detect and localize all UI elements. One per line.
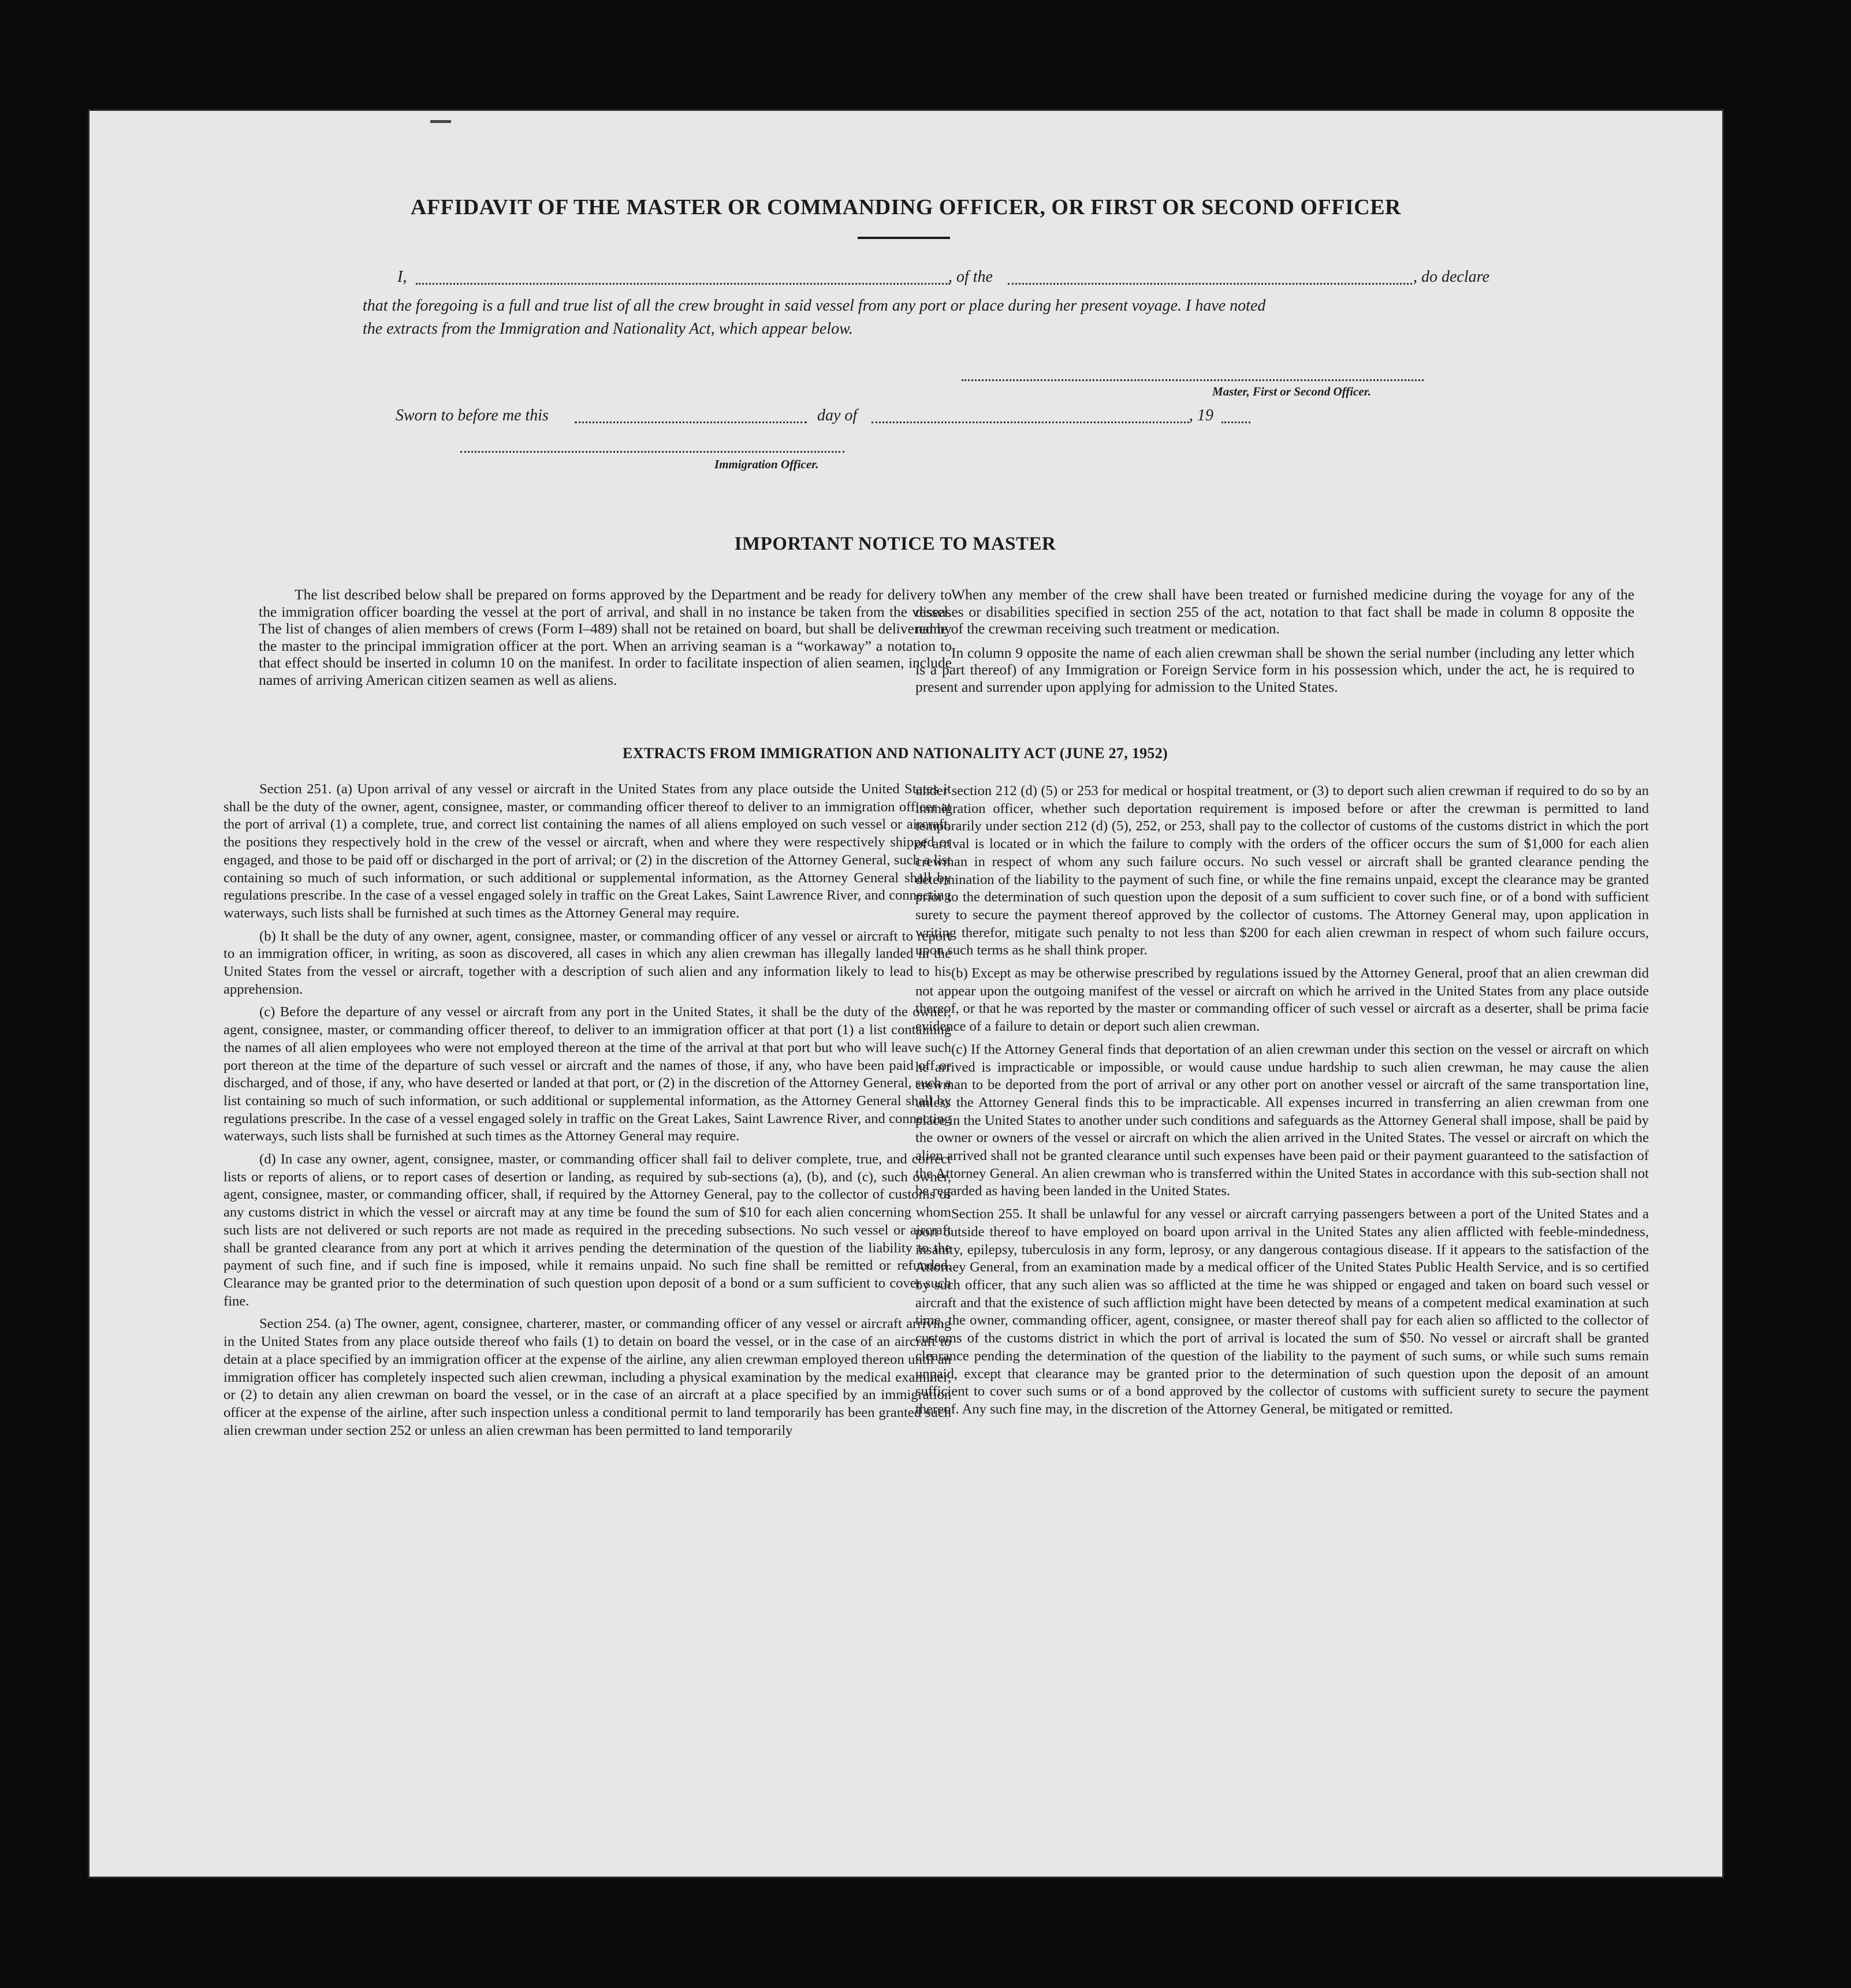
officer-signature-caption: Immigration Officer.: [714, 457, 819, 471]
section-255: Section 255. It shall be unlawful for any vessel or aircraft carrying passengers between a port of the United States and a port outside thereof to have employed on board upon arrival in the United States any alien afflicted with feeble-mindedness, insanity, epilepsy, tuberculosis in any form, leprosy, or any dangerous contagious disease. If it appears to the satisfaction of the Attorney General, from an examination made by a medical officer of the United States Public Health Service, and is so certified by such officer, that any such alien was so afflicted at the time he was shipped or engaged and taken on board such vessel or aircraft and that the existence of such affliction might have been detected by means of a competent medical examination at such time, the owner, commanding officer, agent, consignee, or master thereof shall pay for each alien so afflicted to the collector of customs of the customs district in which the port of arrival is located the sum of $50. No vessel or aircraft shall be granted clearance pending the determination of the question of the liability to the payment of such sums, or while such sums remain unpaid, except that clearance may be granted prior to the determination of such question upon the deposit of an amount sufficient to cover such sums or of a bond approved by the collector of customs with sufficient surety to secure the payment thereof. Any such fine may, in the discretion of the Attorney General, be mitigated or remitted.: [915, 1206, 1649, 1417]
notice-left-paragraph: The list described below shall be prepared on forms approved by the Department and be ready for delivery to the immigration officer boarding the vessel at the port of arrival, and shall in no instance be taken from the vessel. The list of changes of alien members of crews (Form I–489) shall not be retained on board, but shall be delivered by the master to the principal immigration officer at the port. When an arriving seaman is a “workaway” a notation to that effect should be inserted in column 10 on the manifest. In order to facilitate inspection of alien seamen, include names of arriving American citizen seamen as well as aliens.: [259, 586, 952, 688]
name-blank[interactable]: [416, 283, 950, 285]
notice-title: IMPORTANT NOTICE TO MASTER: [734, 534, 1056, 554]
document-page: [90, 111, 1722, 1877]
declare-label: , do declare: [1413, 268, 1489, 286]
notice-left-column: [259, 586, 952, 696]
notice-right-paragraph-2: In column 9 opposite the name of each alien crewman shall be shown the serial number (including any letter which is a part thereof) of any Immigration or Foreign Service form in his possession which, under the act, he is required to present and surrender upon applying for admission to the United States.: [915, 644, 1634, 695]
extracts-right-column: [915, 782, 1649, 1424]
section-254-c: (c) If the Attorney General finds that deportation of an alien crewman under this section on the vessel or aircraft on which he arrived is impracticable or impossible, or would cause undue hardship to such alien crewman, he may cause the alien crewman to be deported from the port of arrival or any other port on another vessel or aircraft of the same transportation line, unless the Attorney General finds this to be impracticable. All expenses incurred in transferring an alien crewman from one place in the United States to another under such conditions and safeguards as the Attorney General shall impose, shall be paid by the owner or owners of the vessel or aircraft on which the alien arrived in the United States. The vessel or aircraft on which the alien arrived shall not be granted clearance until such expenses have been paid or their payment guaranteed to the satisfaction of the Attorney General. An alien crewman who is transferred within the United States in accordance with this sub-section shall not be regarded as having been landed in the United States.: [915, 1041, 1649, 1199]
officer-signature-blank[interactable]: [460, 451, 844, 453]
section-251-a: Section 251. (a) Upon arrival of any vessel or aircraft in the United States from any place outside the United States it shall be the duty of the owner, agent, consignee, master, or commanding officer thereof to deliver to an immigration officer at the port of arrival (1) a complete, true, and correct list containing the names of all aliens employed on such vessel or aircraft, the positions they respectively hold in the crew of the vessel or aircraft, when and where they were respectively shipped or engaged, and those to be paid off or discharged in the port of arrival; or (2) in the discretion of the Attorney General, such a list containing so much of such information, or such additional or supplemental information, as the Attorney General shall by regulations prescribe. In the case of a vessel engaged solely in traffic on the Great Lakes, Saint Lawrence River, and connecting waterways, such lists shall be furnished at such times as the Attorney General may require.: [224, 781, 951, 921]
title-underline: [858, 237, 950, 239]
extracts-title: EXTRACTS FROM IMMIGRATION AND NATIONALITY ACT (JUNE 27, 1952): [622, 745, 1168, 762]
section-254-a: Section 254. (a) The owner, agent, consignee, charterer, master, or commanding officer of any vessel or aircraft arriving in the United States from any place outside thereof who fails (1) to detain on board the vessel, or in the case of an aircraft to detain at a place specified by an immigration officer at the expense of the airline, any alien crewman employed thereon until an immigration officer has completely inspected such alien crewman, including a physical examination by the medical examiner, or (2) to detain any alien crewman on board the vessel, or in the case of an aircraft at a place specified by an immigration officer at the expense of the airline, after such inspection unless a conditional permit to land temporarily has been granted such alien crewman under section 252 or unless an alien crewman has been permitted to land temporarily: [224, 1316, 951, 1438]
day-of-label: day of: [817, 406, 858, 424]
extracts-left-column: [224, 781, 951, 1445]
master-signature-blank[interactable]: [962, 379, 1424, 381]
of-the-label: , of the: [948, 268, 993, 286]
sworn-day-blank[interactable]: [575, 422, 807, 423]
i-label: I,: [397, 268, 407, 286]
section-251-d: (d) In case any owner, agent, consignee, master, or commanding officer shall fail to deliver complete, true, and correct lists or reports of aliens, or to report cases of desertion or landing, as required by sub-sections (a), (b), and (c), such owner, agent, consignee, master, or commanding officer, shall, if required by the Attorney General, pay to the collector of customs of any customs district in which the vessel or aircraft may at any time be found the sum of $10 for each alien concerning whom such lists are not delivered or such reports are not made as required in the preceding subsections. No such vessel or aircraft shall be granted clearance from any port at which it arrives pending the determination of the question of the liability to the payment of such fine, and if such fine is imposed, while it remains unpaid. No such fine shall be remitted or refunded. Clearance may be granted prior to the determination of such question upon deposit of a bond or a sum sufficient to cover such fine.: [224, 1151, 951, 1309]
affidavit-title: AFFIDAVIT OF THE MASTER OR COMMANDING OFFICER, OR FIRST OR SECOND OFFICER: [411, 195, 1401, 219]
scan-mark: [430, 120, 451, 123]
section-254-b: (b) Except as may be otherwise prescribed by regulations issued by the Attorney General, proof that an alien crewman did not appear upon the outgoing manifest of the vessel or aircraft on which he arrived in the United States from any place outside thereof, or that he was reported by the master or commanding officer of such vessel or aircraft as a deserter, shall be prima facie evidence of a failure to detain or deport such alien crewman.: [915, 965, 1649, 1035]
master-signature-caption: Master, First or Second Officer.: [1212, 385, 1371, 398]
declaration-text-line1: that the foregoing is a full and true list of all the crew brought in said vessel from any port or place during her present voyage. I have noted: [363, 297, 1266, 315]
section-251-b: (b) It shall be the duty of any owner, agent, consignee, master, or commanding officer of any vessel or aircraft to report to an immigration officer, in writing, as soon as discovered, all cases in which any alien crewman has illegally landed in the United States from the vessel or aircraft, together with a description of such alien and any information likely to lead to his apprehension.: [224, 928, 951, 997]
section-254-a-continued: under section 212 (d) (5) or 253 for medical or hospital treatment, or (3) to deport such alien crewman if required to do so by an immigration officer, whether such deportation requirement is imposed before or after the crewman is permitted to land temporarily under section 212 (d) (5), 252, or 253, shall pay to the collector of customs of the customs district in which the port of arrival is located or in which the failure to comply with the orders of the officer occurs the sum of $1,000 for each alien crewman in respect of whom any such failure occurs. No such vessel or aircraft shall be granted clearance pending the determination of the liability to the payment of such fine, or while the fine remains unpaid, except the clearance may be granted prior to the determination of such question upon the deposit of a sum sufficient to cover such fine, or of a bond with sufficient surety to secure the payment thereof approved by the collector of customs. The Attorney General may, upon application in writing therefor, mitigate such penalty to not less than $200 for each alien crewman in respect of whom such failure occurs, upon such terms as he shall think proper.: [915, 783, 1649, 958]
sworn-label: Sworn to before me this: [396, 406, 549, 424]
vessel-blank[interactable]: [1008, 283, 1412, 285]
notice-right-column: [915, 586, 1634, 703]
sworn-month-blank[interactable]: [872, 422, 1189, 423]
year-label: , 19: [1189, 406, 1213, 424]
declaration-text-line2: the extracts from the Immigration and Nationality Act, which appear below.: [363, 320, 853, 338]
section-251-c: (c) Before the departure of any vessel or aircraft from any port in the United States, it shall be the duty of the owner, agent, consignee, master, or commanding officer thereof, to deliver to an immigration officer at that port (1) a list containing the names of all alien employees who were not employed thereon at the time of the arrival at that port but who will leave such port thereon at the time of the departure of such vessel or aircraft and the names of those, if any, who have been paid off or discharged, and of those, if any, who have deserted or landed at that port, or (2) in the discretion of the Attorney General, such a list containing so much of such information, or such additional or supplemental information, as the Attorney General shall by regulations prescribe. In the case of a vessel engaged solely in traffic on the Great Lakes, Saint Lawrence River, and connecting waterways, such lists shall be furnished at such times as the Attorney General may require.: [224, 1004, 951, 1144]
notice-right-paragraph-1: When any member of the crew shall have been treated or furnished medicine during the voyage for any of the diseases or disabilities specified in section 255 of the act, notation to that fact shall be made in column 8 opposite the name of the crewman receiving such treatment or medication.: [915, 586, 1634, 637]
sworn-year-blank[interactable]: [1221, 422, 1250, 423]
